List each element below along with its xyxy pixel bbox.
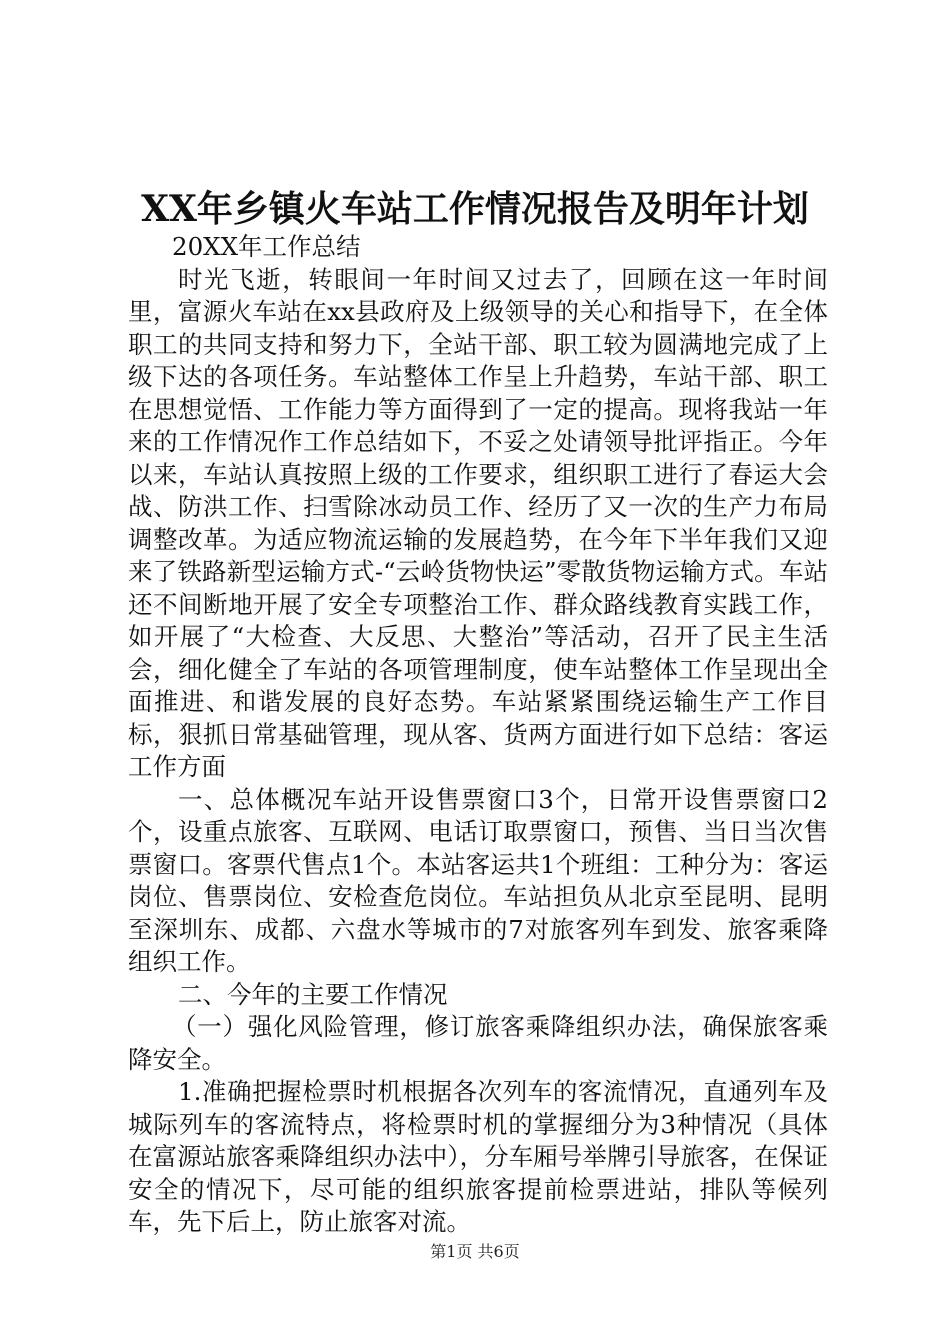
section-heading-summary: 20XX年工作总结: [172, 232, 361, 261]
document-title: XX年乡镇火车站工作情况报告及明年计划: [141, 188, 809, 230]
body-paragraph-overview: 一、总体概况车站开设售票窗口3个，日常开设售票窗口2个，设重点旅客、互联网、电话订取票窗口，预售、当日当次售票窗口。客票代售点1个。本站客运共1个班组：工种分为：客运岗位、售票岗位、安检查危岗位。车站担负从北京至昆明、昆明至深圳东、成都、六盘水等城市的7对旅客列车到发、旅客乘降组织工作。: [128, 784, 828, 976]
document-body: [128, 231, 828, 1239]
page-footer: 第1页 共6页: [430, 1242, 520, 1261]
subsection-heading-risk: （一）强化风险管理，修订旅客乘降组织办法，确保旅客乘降安全。: [128, 1012, 828, 1074]
section-heading-main-work: 二、今年的主要工作情况: [178, 979, 448, 1009]
body-paragraph-intro: 时光飞逝，转眼间一年时间又过去了，回顾在这一年时间里，富源火车站在xx县政府及上级领导的关心和指导下，在全体职工的共同支持和努力下，全站干部、职工较为圆满地完成了上级下达的各项任务。车站整体工作呈上升趋势，车站干部、职工在思想觉悟、工作能力等方面得到了一定的提高。现将我站一年来的工作情况作工作总结如下，不妥之处请领导批评指正。今年以来，车站认真按照上级的工作要求，组织职工进行了春运大会战、防洪工作、扫雪除冰动员工作、经历了又一次的生产力布局调整改革。为适应物流运输的发展趋势，在今年下半年我们又迎来了铁路新型运输方式-“云岭货物快运”零散货物运输方式。车站还不间断地开展了安全专项整治工作、群众路线教育实践工作，如开展了“大检查、大反思、大整治”等活动，召开了民主生活会，细化健全了车站的各项管理制度，使车站整体工作呈现出全面推进、和谐发展的良好态势。车站紧紧围绕运输生产工作目标，狠抓日常基础管理，现从客、货两方面进行如下总结：客运工作方面: [128, 264, 828, 781]
body-paragraph-ticket-check: 1.准确把握检票时机根据各次列车的客流情况，直通列车及城际列车的客流特点，将检票时机的掌握细分为3种情况（具体在富源站旅客乘降组织办法中），分车厢号举牌引导旅客，在保证安全的情况下，尽可能的组织旅客提前检票进站，排队等候列车，先下后上，防止旅客对流。: [128, 1077, 828, 1236]
